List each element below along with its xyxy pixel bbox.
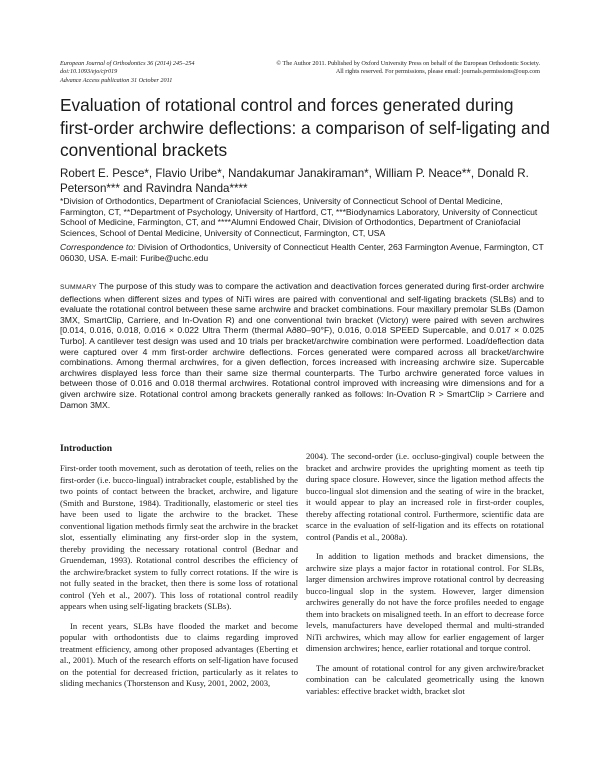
correspondence-text: Division of Orthodontics, University of Connecticut Health Center, 263 Farmington Avenue, Farmington, CT 06030, USA. E-mail: Furibe@uchc.edu	[60, 242, 544, 263]
correspondence	[60, 242, 550, 263]
body-column-right	[306, 451, 544, 705]
paragraph: In recent years, SLBs have flooded the market and become popular with orthodontists due to claims regarding improved treatment efficiency, among other proposed advantages (Eberting et al., 2001). Much of the research efforts on self-ligation have focused on the potential for decreased friction, particularly as it relates to sliding mechanics (Thorstenson and Kusy, 2001, 2002, 2003,	[60, 620, 298, 688]
paragraph: The amount of rotational control for any given archwire/bracket combination can be calculated geometrically using the known variables: effective bracket width, bracket slot	[306, 662, 544, 696]
author-list: Robert E. Pesce*, Flavio Uribe*, Nandakumar Janakiraman*, William P. Neace**, Donald R. Peterson*** and Ravindra Nanda****	[60, 167, 529, 195]
publication-date-line: Advance Access publication 31 October 2011	[60, 76, 173, 84]
doi-line: doi:10.1093/ejo/cjr019	[60, 68, 118, 76]
article-title: Evaluation of rotational control and forces generated during first-order archwire deflections: a comparison of self-ligating and conventional brackets	[60, 95, 550, 160]
summary-label: SUMMARY	[60, 284, 97, 291]
permissions-line: All rights reserved. For permissions, please email: journals.permissions@oup.com	[335, 68, 540, 76]
abstract	[60, 281, 544, 410]
paragraph: 2004). The second-order (i.e. occluso-gingival) couple between the bracket and archwire provides the uprighting moment as teeth tip during space closure. However, since the ligation method affects the bucco-lingual slot dimension and the seating of wire in the bracket, it would appear to play an increased role in first-order couples, thereby affecting rotational control. Furthermore, scientific data are scarce in the evaluation of self-ligation and its effects on rotational control (Pandis et al., 2008a).	[306, 451, 544, 542]
body-column-left	[60, 463, 298, 698]
affiliations: *Division of Orthodontics, Department of Craniofacial Sciences, University of Connecticut School of Dental Medicine, Farmington, CT, **Department of Psychology, University of Hartford, CT, ***Biodynamics Laboratory, University of Connecticut School of Medicine, Farmington, CT, and ****Alumni Endowed Chair, Division of Orthodontics, Department of Craniofacial Sciences, School of Dental Medicine, University of Connecticut, Farmington, CT, USA	[60, 196, 538, 238]
copyright-line: © The Author 2011. Published by Oxford University Press on behalf of the European Orthodontic Society.	[276, 60, 540, 67]
citation-line: European Journal of Orthodontics 36 (2014) 245–254	[60, 60, 195, 67]
paragraph: In addition to ligation methods and bracket dimensions, the archwire size plays a major factor in rotational control. For SLBs, larger dimension archwires improve rotational control by decreasing bucco-lingual slop in the system. However, larger dimension archwires generally do not have the force profiles needed to engage them into brackets on misaligned teeth. In an effort to decrease force levels, manufacturers have developed thermal and multi-stranded NiTi archwires, which may allow for earlier engagement of larger dimension archwires; hence, earlier rotational and torque control.	[306, 551, 544, 653]
summary-text: The purpose of this study was to compare the activation and deactivation forces generated during first-order archwire deflections when different sizes and types of NiTi wires are paired with conventional and self-ligating brackets (SLBs) and to evaluate the rotational control between these same archwire and bracket combinations. Four maxillary premolar SLBs (Damon 3MX, SmartClip, Carriere, and In-Ovation R) and one conventional twin bracket (Victory) were paired with seven archwires [0.014, 0.016, 0.018, 0.016 × 0.022 Ultra Therm (thermal Að80–90°F), 0.016, 0.018 SPEED Supercable, and 0.017 × 0.025 Turbo]. A cantilever test design was used and 10 trials per bracket/archwire combination were performed. Load/deflection data were captured over 4 mm first-order archwire deflections. Forces generated were compared across all bracket/archwire combinations. Among thermal archwires, for a given deflection, forces increased with increasing archwire size. Supercable archwires displayed less force than their same size thermal counterparts. The Turbo archwire generated force values in between those of 0.016 and 0.018 thermal archwires. Rotational control improved with increasing wire dimensions and for a given archwire size. Rotational control among brackets generally ranked as follows: In-Ovation R > SmartClip > Carriere and Damon 3MX.	[60, 281, 545, 410]
paragraph: First-order tooth movement, such as derotation of teeth, relies on the first-order (i.e. bucco-lingual) intrabracket couple, established by the two points of contact between the bracket, archwire, and ligature (Smith and Burstone, 1984). Traditionally, elastomeric or steel ties have been used to ligate the archwire to the bracket. These conventional ligation methods firmly seat the archwire in the bracket slot, essentially eliminating any first-order slop in the system, thereby providing the necessary rotational control (Bednar and Gruendeman, 1993). Rotational control describes the efficiency of the archwire/bracket system to fully correct rotations. If the wire is not fully seated in the bracket, then there is some loss of rotational control (Yeh et al., 2007). This loss of rotational control readily appears when using self-ligating brackets (SLBs).	[60, 463, 298, 611]
correspondence-label: Correspondence to:	[60, 242, 136, 252]
copyright-notice	[230, 60, 540, 77]
section-heading: Introduction	[60, 443, 113, 454]
